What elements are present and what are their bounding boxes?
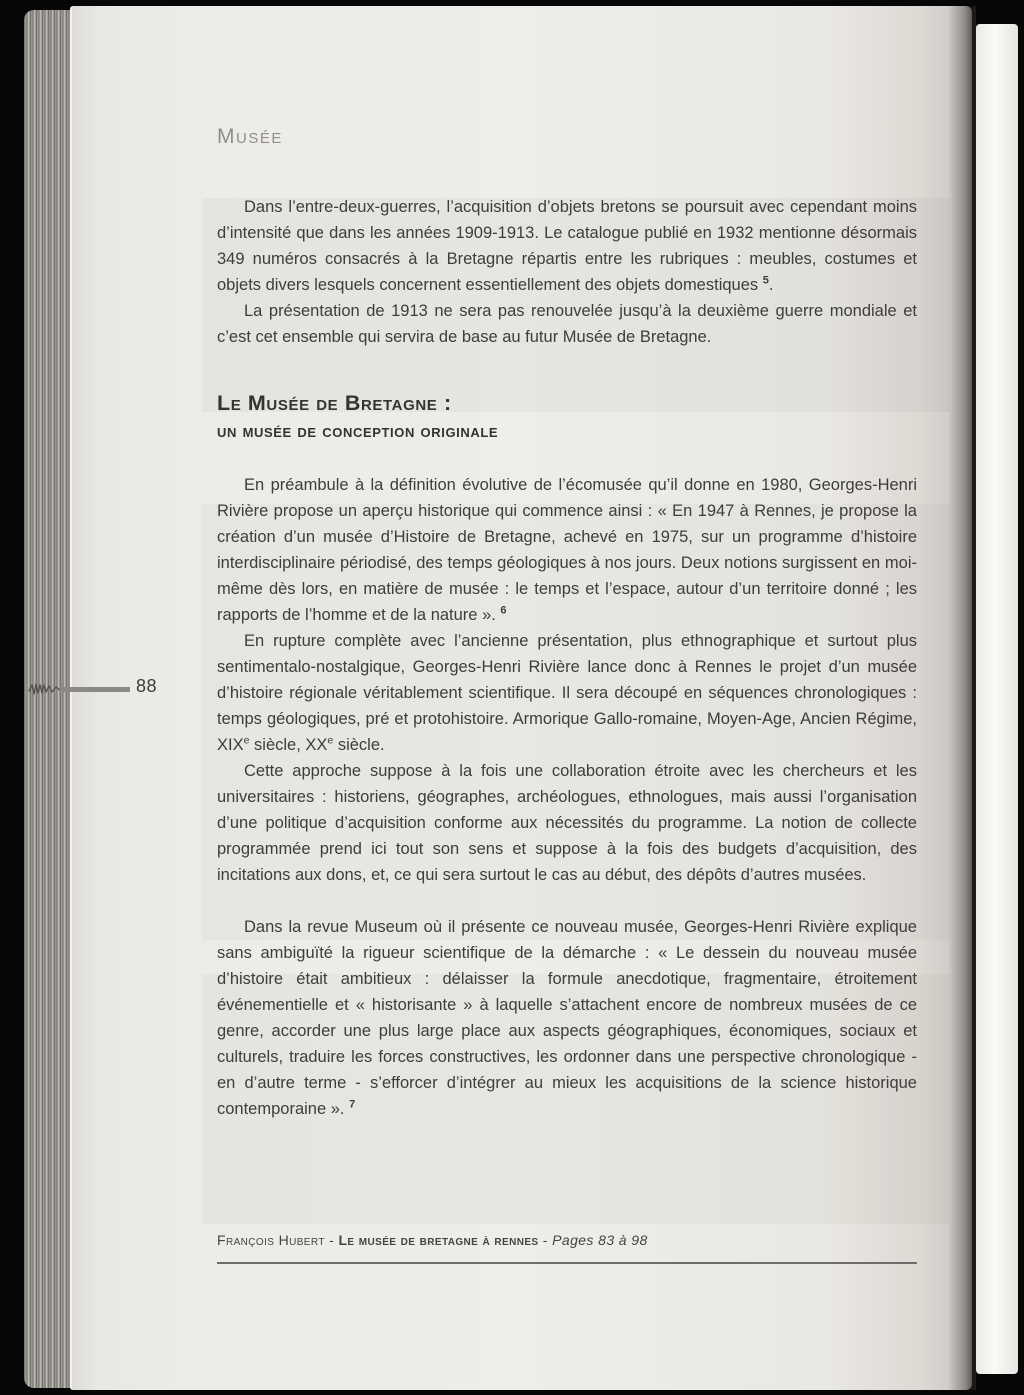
footnote-marker-6: 6 xyxy=(500,604,507,617)
footer-separator: - xyxy=(538,1232,553,1248)
footer-page-range: Pages 83 à 98 xyxy=(552,1232,648,1248)
page-number: 88 xyxy=(136,676,158,696)
footer-author: François Hubert xyxy=(217,1232,325,1248)
page-footer xyxy=(217,1232,917,1248)
paragraph-2 xyxy=(217,298,917,350)
text-column xyxy=(217,124,917,1122)
paragraph-text: Cette approche suppose à la fois une collaboration étroite avec les chercheurs et les universitaires : historiens, géographes, archéologues, ethnologues, mais aussi l’organisation d’une politique d’acquisition conforme aux nécessités du programme. La notion de collecte programmée prend ici tout son sens et suppose à la fois des budgets d’acquisition, des incitations aux dons, et, ce qui sera surtout le cas au début, des dépôts d’autres musées. xyxy=(217,762,917,884)
gutter-shadow xyxy=(948,6,976,1390)
footer-article-title: Le musée de bretagne à rennes xyxy=(338,1232,539,1248)
paragraph-1 xyxy=(217,194,917,298)
paragraph-text: La présentation de 1913 ne sera pas renouvelée jusqu’à la deuxième guerre mondiale et c’est cet ensemble qui servira de base au futur Musée de Bretagne. xyxy=(217,302,917,346)
ordinal-superscript: e xyxy=(327,734,334,747)
paragraph-text: Dans la revue Museum où il présente ce nouveau musée, Georges-Henri Rivière explique sans ambiguïté la rigueur scientifique de la démarche : « Le dessein du nouveau musée d’histoire était ambitieux : délaisser la formule anecdotique, fragmentaire, étroitement événementielle et « historisante » à laquelle s’attachent encore de nombreux musées de ce genre, accorder une plus large place aux aspects géographiques, économiques, sociaux et culturels, traduire les forces constructives, les ordonner dans une perspective chronologique - en d’autre terme - s’efforcer d’intégrer au mieux les acquisitions de la science historique contemporaine ». xyxy=(217,918,917,1118)
page-number-block xyxy=(24,672,164,706)
section-heading xyxy=(217,388,917,444)
paragraph-text: siècle, XX xyxy=(249,736,328,754)
footnote-marker-7: 7 xyxy=(349,1098,356,1111)
paragraph-text: siècle. xyxy=(333,736,385,754)
section-heading-line2: un musée de conception originale xyxy=(217,421,499,441)
facing-page-edge xyxy=(976,24,1018,1374)
paragraph-text: . xyxy=(768,276,774,294)
paragraph-text: Dans l’entre-deux-guerres, l’acquisition d’objets bretons se poursuit avec cependant moins d’intensité que dans les années 1909-1913. Le catalogue publié en 1932 mentionne désormais 349 numéros consacrés à la Bretagne répartis entre les rubriques : meubles, costumes et objets divers lesquels concernent essentiellement des objets domestiques xyxy=(217,198,917,294)
paragraph-4 xyxy=(217,628,917,758)
paragraph-6 xyxy=(217,914,917,1122)
paragraph-text: En préambule à la définition évolutive de l’écomusée qu’il donne en 1980, Georges-Henri Rivière propose un aperçu historique qui commence ainsi : « En 1947 à Rennes, je propose la création d’un musée d’Histoire de Bretagne, achevé en 1975, sur un programme d’histoire interdisciplinaire périodisé, des temps géologiques à nos jours. Deux notions surgissent en moi-même dès lors, en matière de musée : le temps et l’espace, autour d’un territoire donné ; les rapports de l’homme et de la nature ». xyxy=(217,476,917,624)
paragraph-3 xyxy=(217,472,917,628)
book-page xyxy=(70,6,972,1390)
ordinal-superscript: e xyxy=(243,734,250,747)
footer-rule xyxy=(217,1262,917,1264)
footer-separator: - xyxy=(324,1232,339,1248)
footnote-marker-5: 5 xyxy=(762,274,769,287)
running-header: Musée xyxy=(217,125,283,148)
margin-mark xyxy=(60,687,130,692)
paragraph-5 xyxy=(217,758,917,888)
paragraph-text: En rupture complète avec l’ancienne présentation, plus ethnographique et surtout plus sentimentalo-nostalgique, Georges-Henri Rivière lance donc à Rennes le projet d’un musée d’histoire régionale véritablement scientifique. Il sera découpé en séquences chronologiques : temps géologiques, pré et protohistoire. Armorique Gallo-romaine, Moyen-Age, Ancien Régime, XIX xyxy=(217,632,917,754)
section-heading-line1: Le Musée de Bretagne : xyxy=(217,391,452,415)
